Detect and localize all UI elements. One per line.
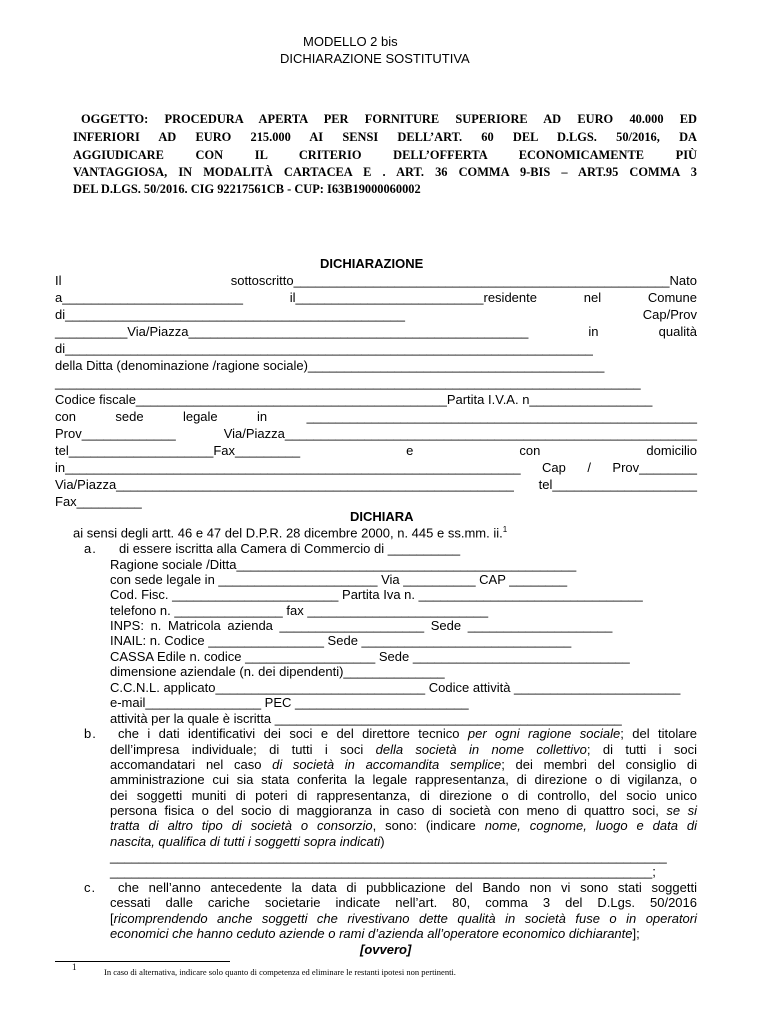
codice-fiscale-piva-field[interactable]: Codice fiscale___________________________________________Partita I.V.A. n_________________: [55, 392, 653, 407]
oggetto-line: AGGIUDICARE CON IL CRITERIO DELL’OFFERTA ECONOMICAMENTE PIÙ: [73, 148, 697, 162]
cod-fisc-line[interactable]: Cod. Fisc. _______________________ Partita Iva n. _______________________________: [110, 587, 643, 602]
prov-domicilio-field[interactable]: Prov________: [612, 460, 697, 475]
item-b-label: b.: [84, 726, 97, 741]
label-cap-prov: Cap/Prov: [642, 307, 697, 322]
item-c-line: cessati dalle cariche societarie indicate nell’art. 80, comma 3 del D.Lgs. 50/2016: [110, 895, 697, 910]
domicilio-field[interactable]: in_______________________________________________________________: [55, 460, 521, 475]
form-row: [55, 478, 697, 491]
dimensione-aziendale-line[interactable]: dimensione aziendale (n. dei dipendenti)______________: [110, 664, 445, 679]
item-c-line: che nell’anno antecedente la data di pubblicazione del Bando non vi sono stati soggetti: [118, 880, 697, 895]
label-qualita: qualità: [658, 324, 697, 339]
qualita-field[interactable]: di_________________________________________________________________________: [55, 341, 593, 356]
soggetti-field-continued[interactable]: ___________________________________________________________________________;: [110, 864, 656, 879]
label-comune: Comune: [647, 290, 697, 305]
oggetto-line: VANTAGGIOSA, IN MODALITÀ CARTACEA E . ART. 36 COMMA 9-BIS – ART.95 COMMA 3: [73, 165, 697, 179]
oggetto-line: INFERIORI AD EURO 215.000 AI SENSI DELL’ART. 60 DEL D.LGS. 50/2016, DA: [73, 130, 697, 144]
item-b-line: amministrazione cui sia stata conferita la legale rappresentanza, di direzione o di vigilanza, o: [110, 772, 697, 787]
item-b-line: tratta di altro tipo di società o consorzio, sono: (indicare nome, cognome, luogo e data di: [110, 818, 697, 833]
inail-line[interactable]: INAIL: n. Codice ________________ Sede _____________________________: [110, 633, 572, 648]
item-b-line: accomandatari nel caso di società in accomandita semplice; dei membri del consiglio di: [110, 757, 697, 772]
form-row: [55, 325, 697, 338]
item-b-line: persona fisica o del socio di maggioranza in caso di società con meno di quattro soci, se si: [110, 803, 698, 818]
item-b-line: dell’impresa individuale; di tutti i soci della società in nome collettivo; di tutti i soci: [110, 742, 698, 757]
camera-commercio-field[interactable]: di essere iscritta alla Camera di Commercio di __________: [119, 541, 461, 556]
telefono-fax-line[interactable]: telefono n. _______________ fax _________________________: [110, 603, 489, 618]
form-row: [55, 444, 697, 457]
label-in: in: [257, 409, 268, 424]
fax-domicilio-field[interactable]: Fax_________: [55, 494, 142, 509]
oggetto-line: DEL D.LGS. 50/2016. CIG 92217561CB - CUP: I63B19000060002: [73, 182, 421, 196]
item-c-label: c.: [84, 880, 97, 895]
attivita-line[interactable]: attività per la quale è iscritta ________________________________________________: [110, 711, 622, 726]
soggetti-field[interactable]: _____________________________________________________________________________: [110, 849, 667, 864]
via-piazza-domicilio-field[interactable]: Via/Piazza_______________________________________________________: [55, 477, 514, 492]
nato-il-field[interactable]: il__________________________residente: [289, 290, 537, 305]
sottoscritto-field[interactable]: sottoscritto____________________________________________________Nato: [230, 273, 697, 288]
dichiara-heading: DICHIARA: [350, 509, 414, 524]
ovvero-label: [ovvero]: [360, 942, 412, 957]
form-row: [55, 274, 697, 287]
cassa-edile-line[interactable]: CASSA Edile n. codice __________________ Sede ______________________________: [110, 649, 630, 664]
nato-a-field[interactable]: a_________________________: [55, 290, 243, 305]
ditta-field[interactable]: della Ditta (denominazione /ragione sociale)_________________________________________: [55, 358, 605, 373]
label-con: con: [55, 409, 76, 424]
comune-field[interactable]: di_______________________________________________: [55, 307, 405, 322]
item-c-line: economici che hanno ceduto aziende o rami d’azienda all’operatore economico dichiarante];: [110, 926, 640, 941]
footnote-text: In caso di alternativa, indicare solo quanto di competenza ed eliminare le restanti ipotesi non pertinenti.: [104, 967, 456, 977]
label-con: con: [519, 443, 541, 458]
intro-text: ai sensi degli artt. 46 e 47 del D.P.R. 28 dicembre 2000, n. 445 e ss.mm. ii.: [73, 525, 503, 541]
item-b-line: che i dati identificativi dei soci e del direttore tecnico per ogni ragione sociale; del titolare: [118, 726, 698, 741]
item-c-line: [ricomprendendo anche soggetti che rivestivano dette qualità in società fuse o in operatori: [110, 911, 697, 926]
inps-line[interactable]: INPS: n. Matricola azienda ____________________ Sede ____________________: [110, 618, 613, 633]
item-a-label: a.: [84, 541, 97, 556]
label-slash: /: [587, 460, 591, 475]
label-cap: Cap: [542, 460, 566, 475]
sede-legale-field[interactable]: ______________________________________________________: [306, 409, 697, 424]
label-domicilio: domicilio: [646, 443, 697, 458]
footnote-ref: 1: [502, 525, 508, 534]
footnote-divider: [55, 961, 230, 962]
document-title: DICHIARAZIONE SOSTITUTIVA: [280, 51, 470, 66]
footnote-number: 1: [72, 962, 77, 972]
dichiara-intro: [73, 526, 507, 539]
item-b-line: dei soggetti muniti di poteri di rappresentanza, di direzione o di controllo, del socio unico: [110, 788, 697, 803]
dichiarazione-heading: DICHIARAZIONE: [320, 256, 424, 271]
label-il: Il: [55, 273, 62, 288]
label-nel: nel: [583, 290, 602, 305]
tel-domicilio-field[interactable]: tel____________________: [538, 477, 697, 492]
tel-fax-field[interactable]: tel____________________Fax_________: [55, 443, 301, 458]
ccnl-line[interactable]: C.C.N.L. applicato_____________________________ Codice attività _______________________: [110, 680, 681, 695]
label-in: in: [588, 324, 599, 339]
label-sede: sede: [115, 409, 144, 424]
sede-legale-line[interactable]: con sede legale in ______________________ Via __________ CAP ________: [110, 572, 568, 587]
label-legale: legale: [182, 409, 218, 424]
email-pec-line[interactable]: e-mail________________ PEC ________________________: [110, 695, 469, 710]
via-piazza-field[interactable]: __________Via/Piazza_______________________________________________: [55, 324, 529, 339]
via-piazza-sede-field[interactable]: Via/Piazza_________________________________________________________: [223, 426, 697, 441]
label-e: e: [406, 443, 414, 458]
form-row: [55, 461, 697, 474]
ditta-continued-field[interactable]: _________________________________________________________________________________: [55, 375, 641, 390]
form-row: [55, 427, 697, 440]
form-row: [55, 291, 697, 304]
form-row: [55, 308, 697, 321]
oggetto-line: OGGETTO: PROCEDURA APERTA PER FORNITURE SUPERIORE AD EURO 40.000 ED: [81, 112, 697, 126]
prov-field[interactable]: Prov_____________: [55, 426, 176, 441]
model-title: MODELLO 2 bis: [303, 34, 398, 49]
form-row: [55, 410, 697, 423]
item-b-line: nascita, qualifica di tutti i soggetti sopra indicati): [110, 834, 385, 849]
ragione-sociale-field[interactable]: Ragione sociale /Ditta_______________________________________________: [110, 557, 577, 572]
